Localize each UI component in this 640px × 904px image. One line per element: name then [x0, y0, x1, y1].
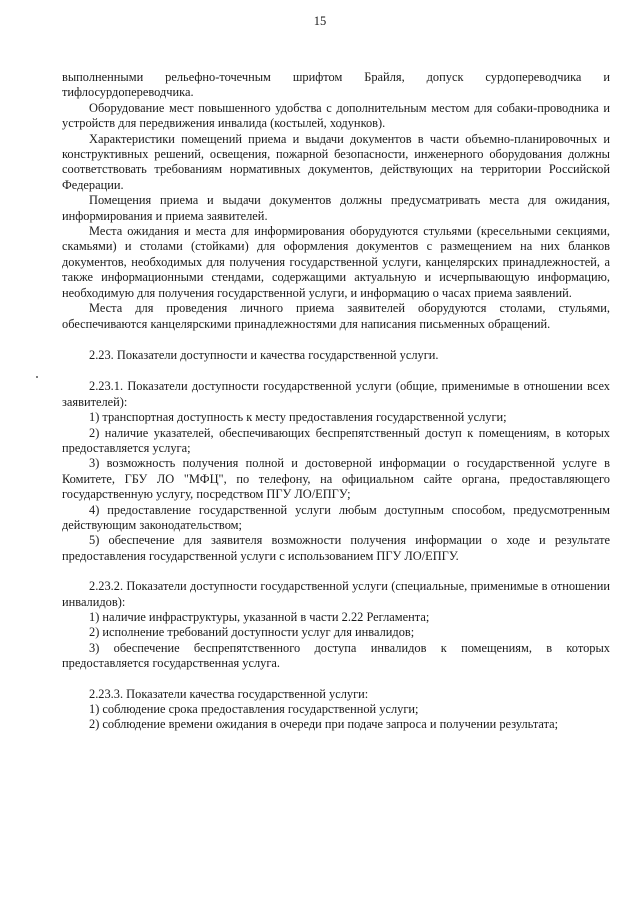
list-item: 1) наличие инфраструктуры, указанной в части 2.22 Регламента;: [89, 610, 430, 624]
paragraph-guide-dog-seating: Оборудование мест повышенного удобства с дополнительным местом для собаки-проводника и устройств для передвижения инвалида (костылей, ходунков).: [62, 100, 610, 131]
list-item: 1) соблюдение срока предоставления государственной услуги;: [89, 702, 419, 717]
subsection-heading-2-23-2: 2.23.2. Показатели доступности государственной услуги (специальные, применимые в отношении инвалидов):: [62, 579, 610, 609]
paragraph-waiting-areas: Помещения приема и выдачи документов должны предусматривать места для ожидания, информирования и приема заявителей.: [62, 193, 610, 223]
paragraph-personal-reception: Места для проведения личного приема заявителей оборудуются столами, стульями, обеспечиваются канцелярскими принадлежностями для написания письменных обращений.: [62, 301, 610, 331]
list-item: 2) исполнение требований доступности услуг для инвалидов;: [89, 625, 415, 640]
subsection-heading-2-23-3: 2.23.3. Показатели качества государственной услуги:: [89, 686, 369, 701]
list-item: 3) обеспечение беспрепятственного доступа инвалидов к помещениям, в которых предоставляется государственная услуга.: [62, 640, 610, 671]
paragraph-waiting-equipment: Места ожидания и места для информирования оборудуются стульями (кресельными секциями, скамьями) и столами (стойками) для оформления документов с размещением на них бланков документов, необходимых для получения государственной услуги, канцелярских принадлежностей, а также информационными стендами, содержащими актуальную и исчерпывающую информацию, необходимую для получения государственной услуги, и информацию о часах приема заявлений.: [62, 224, 610, 300]
paragraph-braille-continuation: выполненными рельефно-точечным шрифтом Брайля, допуск сурдопереводчика и тифлосурдопереводчика.: [62, 70, 610, 100]
list-item: 2) соблюдение времени ожидания в очереди при подаче запроса и получении результата;: [89, 717, 559, 732]
list-item: 2) наличие указателей, обеспечивающих беспрепятственный доступ к помещениям, в которых предоставляется услуга;: [62, 425, 610, 455]
list-item: 1) транспортная доступность к месту предоставления государственной услуги;: [89, 410, 507, 425]
list-item: 4) предоставление государственной услуги любым доступным способом, предусмотренным действующим законодательством;: [62, 502, 610, 532]
list-item: 5) обеспечение для заявителя возможности получения информации о ходе и результате предоставления государственной услуги с использованием ПГУ ЛО/ЕПГУ.: [62, 533, 610, 563]
list-item: 3) возможность получения полной и достоверной информации о государственной услуге в Комитете, ГБУ ЛО "МФЦ", по телефону, на официальном сайте органа, предоставляющего государственную услугу, посредством ПГУ ЛО/ЕПГУ;: [62, 456, 610, 502]
scan-speck: [36, 376, 38, 378]
page-number: 15: [313, 14, 327, 28]
section-heading-2-23: 2.23. Показатели доступности и качества государственной услуги.: [89, 347, 439, 362]
document-body: [62, 70, 610, 733]
paragraph-premises-characteristics: Характеристики помещений приема и выдачи документов в части объемно-планировочных и конструктивных решений, освещения, пожарной безопасности, инженерного оборудования должны соответствовать требованиям нормативных документов, действующих на территории Российской Федерации.: [62, 131, 610, 192]
subsection-heading-2-23-1: 2.23.1. Показатели доступности государственной услуги (общие, применимые в отношении всех заявителей):: [62, 379, 610, 409]
